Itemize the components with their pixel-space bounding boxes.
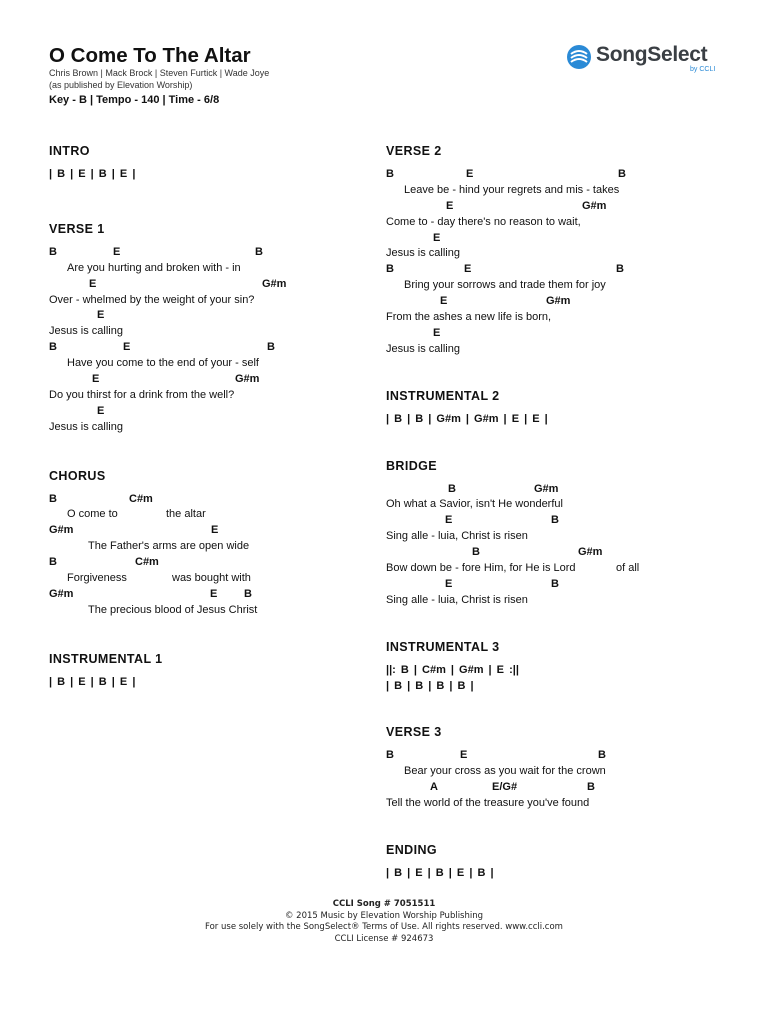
chord: G#m — [235, 373, 260, 386]
lyric-line — [49, 420, 359, 436]
lyric-line — [386, 764, 731, 780]
lyric-line — [386, 561, 731, 577]
ccli-footer — [0, 899, 768, 945]
chord: B — [598, 749, 606, 762]
lyric-line — [386, 215, 731, 231]
chord: B — [386, 263, 394, 276]
right-column — [386, 143, 731, 882]
chord: E — [123, 341, 131, 354]
chord-bar: | B | E | B | E | — [49, 675, 136, 688]
lyric: Jesus is calling — [386, 342, 460, 355]
section-instrumental-3 — [386, 639, 731, 695]
lyric: the altar — [166, 508, 206, 521]
lyric: Are you hurting and broken with - in — [67, 261, 241, 274]
lyric-line — [386, 310, 731, 326]
lyric: Do you thirst for a drink from the well? — [49, 388, 235, 401]
section-instrumental-1 — [49, 651, 359, 691]
chord: E — [97, 404, 105, 417]
chord-bar: | B | E | B | E | B | — [386, 867, 494, 880]
chord: E — [97, 309, 105, 322]
terms-line: For use solely with the SongSelect® Terms of Use. All rights reserved. www.ccli.com — [205, 922, 563, 932]
chord: B — [386, 749, 394, 762]
lyric-line — [49, 603, 359, 619]
lyric-line — [49, 388, 359, 404]
chord-line — [49, 340, 359, 356]
chord: E — [89, 277, 97, 290]
section-instrumental-2 — [386, 388, 731, 428]
logo-byline: by CCLI — [690, 66, 716, 73]
chord-line — [386, 780, 731, 796]
chord: E — [446, 199, 454, 212]
songselect-logo-icon — [566, 44, 592, 70]
chord: B — [49, 245, 57, 258]
chord-line — [49, 308, 359, 324]
ccli-license: CCLI License # 924673 — [334, 933, 434, 944]
chord: B — [386, 168, 394, 180]
section-title: INTRO — [49, 144, 90, 158]
chord: G#m — [582, 199, 607, 212]
chord-line — [386, 294, 731, 310]
chord-line — [49, 587, 359, 603]
left-column — [49, 143, 359, 691]
lyric: Over - whelmed by the weight of your sin? — [49, 293, 255, 306]
section-verse-2 — [386, 143, 731, 358]
lyric-line — [49, 507, 359, 523]
lyric-line — [386, 796, 731, 812]
chord: E — [92, 373, 100, 386]
lyric-line — [49, 293, 359, 309]
chord: E — [210, 587, 218, 600]
chord-line — [49, 523, 359, 539]
lyric: O come to — [67, 508, 118, 521]
lyric: Oh what a Savior, isn't He wonderful — [386, 498, 563, 511]
chord-bar: ||: B | C#m | G#m | E :|| — [386, 663, 519, 676]
lyric-line — [386, 278, 731, 294]
section-chorus — [49, 468, 359, 619]
lyric: Bring your sorrows and trade them for joy — [404, 279, 606, 292]
section-ending — [386, 842, 731, 882]
lyric: Forgiveness — [67, 572, 127, 585]
chord: G#m — [262, 277, 287, 290]
lyric-line — [386, 593, 731, 609]
chord: B — [49, 492, 57, 505]
lyric: Leave be - hind your regrets and mis - takes — [404, 183, 620, 196]
chord-bar: | B | B | G#m | G#m | E | E | — [386, 412, 548, 425]
lyric: Sing alle - luia, Christ is risen — [386, 530, 528, 543]
songselect-logo[interactable] — [566, 43, 726, 77]
publisher-note: (as published by Elevation Worship) — [49, 79, 193, 90]
chord: E — [433, 326, 441, 339]
lyric: Jesus is calling — [49, 325, 123, 338]
section-title: BRIDGE — [386, 458, 438, 473]
chord: E — [433, 231, 441, 244]
chord-line — [386, 482, 731, 498]
lyric: of all — [616, 562, 640, 575]
chord-bar: | B | B | B | B | — [386, 679, 474, 692]
chord: B — [49, 556, 57, 569]
lyric: Have you come to the end of your - self — [67, 357, 259, 370]
chord-line — [49, 555, 359, 571]
lyric-line — [49, 571, 359, 587]
section-title: ENDING — [386, 843, 438, 858]
chord: C#m — [135, 556, 159, 569]
chord: A — [430, 781, 438, 794]
lyric-line — [386, 497, 731, 513]
chord-line — [49, 372, 359, 388]
song-authors: Chris Brown | Mack Brock | Steven Furtick | Wade Joye — [49, 68, 270, 78]
chord-line — [386, 262, 731, 278]
chord: B — [551, 577, 559, 590]
chord: B — [551, 514, 559, 527]
chord-line — [49, 277, 359, 293]
chord-line — [386, 545, 731, 561]
section-title: VERSE 2 — [386, 144, 442, 158]
lyric: Sing alle - luia, Christ is risen — [386, 593, 528, 606]
chord: G#m — [546, 295, 571, 308]
chord: B — [244, 587, 252, 600]
chord-line — [49, 245, 359, 261]
lyric-line — [386, 183, 731, 199]
chord: B — [267, 341, 275, 354]
lyric: From the ashes a new life is born, — [386, 311, 552, 324]
section-verse-3 — [386, 724, 731, 812]
lyric: The precious blood of Jesus Christ — [88, 603, 258, 616]
section-bridge — [386, 458, 731, 609]
chord-line — [49, 492, 359, 508]
chord: G#m — [534, 482, 559, 495]
lyric-line — [49, 261, 359, 277]
chord: G#m — [578, 546, 603, 559]
copyright-line: © 2015 Music by Elevation Worship Publishing — [284, 910, 484, 921]
chord-line — [386, 231, 731, 247]
lyric: Jesus is calling — [49, 420, 123, 433]
lyric: Jesus is calling — [386, 247, 460, 260]
chord-bar: | B | E | B | E | — [49, 168, 136, 180]
chord-line — [49, 404, 359, 420]
lyric-line — [386, 529, 731, 545]
section-title: INSTRUMENTAL 3 — [386, 639, 500, 654]
section-title: INSTRUMENTAL 2 — [386, 388, 500, 403]
lyric-line — [49, 539, 359, 555]
song-title: O Come To The Altar — [49, 44, 251, 67]
lyric-line — [386, 342, 731, 358]
lyric: The Father's arms are open wide — [88, 540, 250, 553]
chord: E — [440, 295, 448, 308]
lyric: Come to - day there's no reason to wait, — [386, 215, 581, 228]
lyric: Bow down be - fore Him, for He is Lord — [386, 562, 576, 575]
section-title: VERSE 3 — [386, 725, 442, 740]
chord: B — [587, 781, 595, 794]
chord: B — [49, 341, 57, 354]
chord: E/G# — [492, 781, 518, 794]
chord: E — [466, 168, 474, 180]
key-tempo-time: Key - B | Tempo - 140 | Time - 6/8 — [49, 94, 220, 106]
logo-wordmark: SongSelect — [596, 43, 708, 66]
lyric: Tell the world of the treasure you've found — [386, 797, 590, 810]
chord-line — [386, 513, 731, 529]
section-title: VERSE 1 — [49, 221, 105, 236]
chord: B — [618, 168, 626, 180]
section-title: CHORUS — [49, 468, 106, 483]
chord: E — [464, 263, 472, 276]
lyric-line — [49, 324, 359, 340]
chord-line — [386, 577, 731, 593]
chord: G#m — [49, 524, 74, 537]
chord-line — [386, 167, 731, 183]
lyric-line — [49, 356, 359, 372]
chord: B — [616, 263, 624, 276]
lyric: was bought with — [172, 572, 251, 585]
chord: E — [211, 524, 219, 537]
chord-line — [386, 199, 731, 215]
chord: E — [445, 577, 453, 590]
chord: B — [255, 245, 263, 258]
chord-line — [386, 326, 731, 342]
lyric: Bear your cross as you wait for the crown — [404, 765, 606, 778]
chord: B — [472, 546, 480, 559]
chord: C#m — [129, 492, 153, 505]
section-verse-1 — [49, 221, 359, 436]
section-title: INSTRUMENTAL 1 — [49, 651, 163, 666]
chord: B — [448, 482, 456, 495]
chord: E — [445, 514, 453, 527]
chord: E — [113, 245, 121, 258]
chord: G#m — [49, 587, 74, 600]
chord: E — [460, 749, 468, 762]
chord-line — [386, 748, 731, 764]
ccli-song-number: CCLI Song # 7051511 — [332, 899, 436, 909]
section-intro — [49, 143, 359, 183]
lyric-line — [386, 246, 731, 262]
